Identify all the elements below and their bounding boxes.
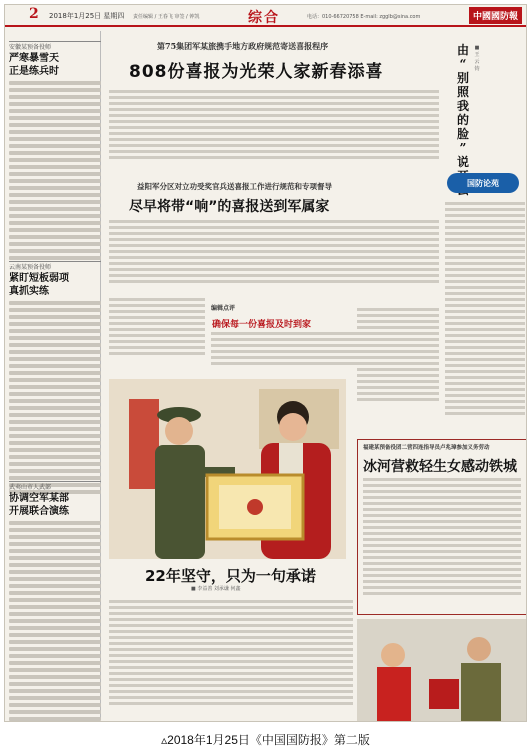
photo-feature-text [109,597,353,708]
family-photo [357,619,527,722]
photo-feature-headline: 22年坚守，只为一句承诺 [145,567,316,585]
editorial-tag: 编辑点评 [211,305,236,312]
left-story-headline: 严寒暴雪天 正是练兵时 [9,53,59,77]
editorial-title: 确保每一份喜报及时到家 [212,320,312,330]
section-title: 综合 [248,10,280,26]
page-number: 2 [29,6,39,22]
second-story-text [109,217,439,286]
left-story-2 [9,261,101,497]
left-story-3 [9,481,101,722]
left-story-1 [9,41,101,263]
top-story-text [109,87,439,162]
editor-credit: 责任编辑 / 王春飞 审签 / 钟凯 [133,14,200,20]
left-story-headline: 紧盯短板弱项 真抓实练 [9,273,69,297]
issue-date: 2018年1月25日 星期四 [49,12,125,20]
left-story-kicker: 安徽某预备役师 [9,41,101,52]
left-story-kicker: 云南某预备役师 [9,261,101,272]
left-news-column [9,31,101,719]
second-story-kicker: 益阳军分区对立功受奖官兵送喜报工作进行规范和专项督导 [137,182,332,191]
top-story-kicker: 第75集团军某旅携手地方政府规范寄送喜报程序 [157,41,329,51]
article-text [9,81,101,260]
second-story-headline: 尽早将带“响”的喜报送到军属家 [129,199,330,215]
photo-illustration [109,379,346,559]
left-story-headline: 协调空军某部 开展联合演练 [9,493,69,517]
boxed-story-kicker: 福建某预备役团二营四连指导员卢兆璋参加义务劳动 [363,445,490,451]
boxed-story-headline: 冰河营救轻生女感动铁城 [363,459,517,475]
column-badge: 国防论苑 [447,173,519,193]
newspaper-page [4,4,527,722]
left-story-kicker: 武夷山市人武部 [9,481,101,492]
article-text [9,521,101,721]
top-story-headline: 808份喜报为光荣人家新春添喜 [129,62,384,82]
commentary-byline: ■ 王云钧 [474,45,480,72]
commentary-vertical-title: 由 “ 别 照 我 的 脸 ” 说 [456,43,469,169]
boxed-story-text [363,475,521,598]
page-header [5,5,526,27]
newspaper-logo: 中國國防報 [469,7,522,24]
page-caption: ▵2018年1月25日《中国国防报》第二版 [161,733,370,747]
soldier-award-photo [109,379,346,559]
commentary-text [445,199,525,418]
second-story-text-continued [109,295,205,358]
photo-feature-byline: ■ 李益善 刘承谦 何鑫 [191,586,241,592]
article-text [9,301,101,494]
commentary-text-continued [357,305,439,404]
contact-info: 电话：010-66720758 E-mail: zgglb@sina.com [307,14,421,20]
photo-illustration [357,619,527,722]
